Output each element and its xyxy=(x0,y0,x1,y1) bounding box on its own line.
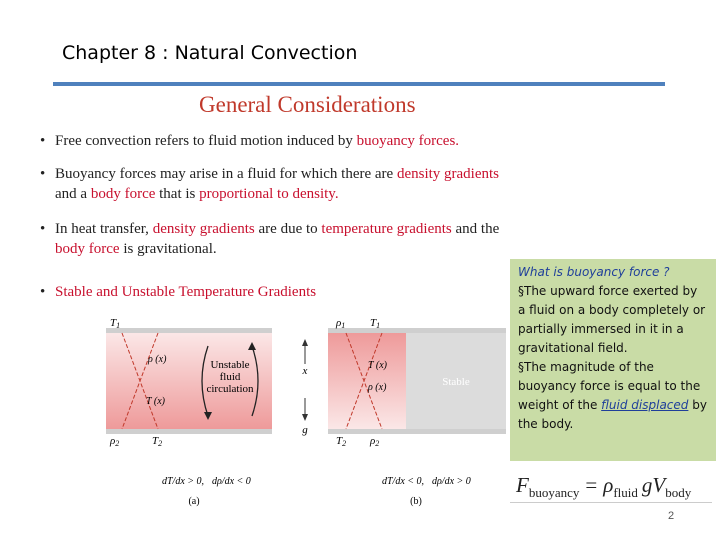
bullet-text: and a xyxy=(55,186,91,202)
bullet-dot: • xyxy=(40,284,46,300)
caption-b: (b) xyxy=(410,496,422,507)
top-plate xyxy=(106,328,272,333)
bullet-highlight: temperature gradients xyxy=(321,221,452,237)
caption-a: (a) xyxy=(188,496,200,507)
bullet-highlight: body force xyxy=(55,241,120,257)
rho2-label: ρ2 xyxy=(110,435,120,448)
bullet-highlight: density gradients xyxy=(152,221,255,237)
rho2-label: ρ2 xyxy=(370,435,380,448)
stable-label: Stable xyxy=(442,376,470,388)
x-label: x xyxy=(302,365,308,377)
callout-text: by the body. xyxy=(518,398,707,431)
rho-x-label: ρ (x) xyxy=(148,354,167,365)
t1-label: T1 xyxy=(370,317,381,330)
temperature-gradient-figure xyxy=(100,312,510,512)
bullet-highlight: proportional to density. xyxy=(199,186,339,202)
g-label: g xyxy=(302,424,308,436)
bullet-dot: • xyxy=(40,221,46,237)
axis-markers xyxy=(302,339,309,436)
panel-a xyxy=(106,317,272,507)
bullet-text: are due to xyxy=(254,221,322,237)
title-divider xyxy=(53,82,665,86)
section-heading: General Considerations xyxy=(199,92,416,117)
condition-dt: dT/dx < 0, xyxy=(382,476,425,487)
bullet-dot: • xyxy=(40,166,46,182)
bottom-plate xyxy=(328,429,506,434)
slide-title: Chapter 8 : Natural Convection xyxy=(62,42,358,64)
rho-x-label: ρ (x) xyxy=(368,382,387,393)
fluid-layer-unstable xyxy=(106,333,272,429)
bullet-text: Free convection refers to fluid motion induced by xyxy=(55,133,357,149)
formula-graphic xyxy=(510,466,712,502)
t-x-label: T (x) xyxy=(146,396,165,407)
condition-drho: dρ/dx > 0 xyxy=(432,476,471,487)
callout-question: What is buoyancy force ? xyxy=(518,265,670,279)
panel-b xyxy=(328,317,506,507)
bullet-text: In heat transfer, xyxy=(55,221,153,237)
bullet-highlight: Stable and Unstable Temperature Gradients xyxy=(55,284,317,300)
buoyancy-formula xyxy=(510,466,712,503)
buoyancy-callout xyxy=(510,259,716,461)
callout-magnitude xyxy=(518,358,708,434)
arrow-head xyxy=(302,414,308,421)
condition-drho: dρ/dx < 0 xyxy=(212,476,251,487)
unstable-label: Unstable xyxy=(210,359,250,371)
t2-label: T2 xyxy=(152,435,163,448)
formula: $F_{buoyancy} = \rho_{fluid}$ $gV_{body}$ xyxy=(516,473,692,500)
top-plate xyxy=(328,328,506,333)
bullet-text: and the xyxy=(451,221,500,237)
callout-emphasis: fluid displaced xyxy=(601,398,689,412)
bullet-text: that is xyxy=(155,186,200,202)
bullet-text: Buoyancy forces may arise in a fluid for which there are xyxy=(55,166,397,182)
circulation-label: circulation xyxy=(206,383,254,395)
rho1-label: ρ1 xyxy=(336,317,346,330)
bullet-highlight: body force xyxy=(90,186,156,202)
bullet-highlight: buoyancy forces. xyxy=(356,133,460,149)
callout-definition: §The upward force exerted by a fluid on a body completely or partially immersed in it in a gravitational field. xyxy=(518,284,706,355)
condition-dt: dT/dx > 0, xyxy=(162,476,205,487)
bullet-highlight: density gradients xyxy=(396,166,500,182)
t-x-label: T (x) xyxy=(368,360,387,371)
bottom-plate xyxy=(106,429,272,434)
fluid-label: fluid xyxy=(219,371,241,383)
t2-label: T2 xyxy=(336,435,347,448)
bullet-text: is gravitational. xyxy=(119,241,217,257)
arrow-head xyxy=(302,339,308,346)
callout-text: §The magnitude of the buoyancy force is equal to the weight of the xyxy=(518,360,701,412)
page-number: 2 xyxy=(668,510,675,522)
bullet-dot: • xyxy=(40,133,46,149)
t1-label: T1 xyxy=(110,317,121,330)
